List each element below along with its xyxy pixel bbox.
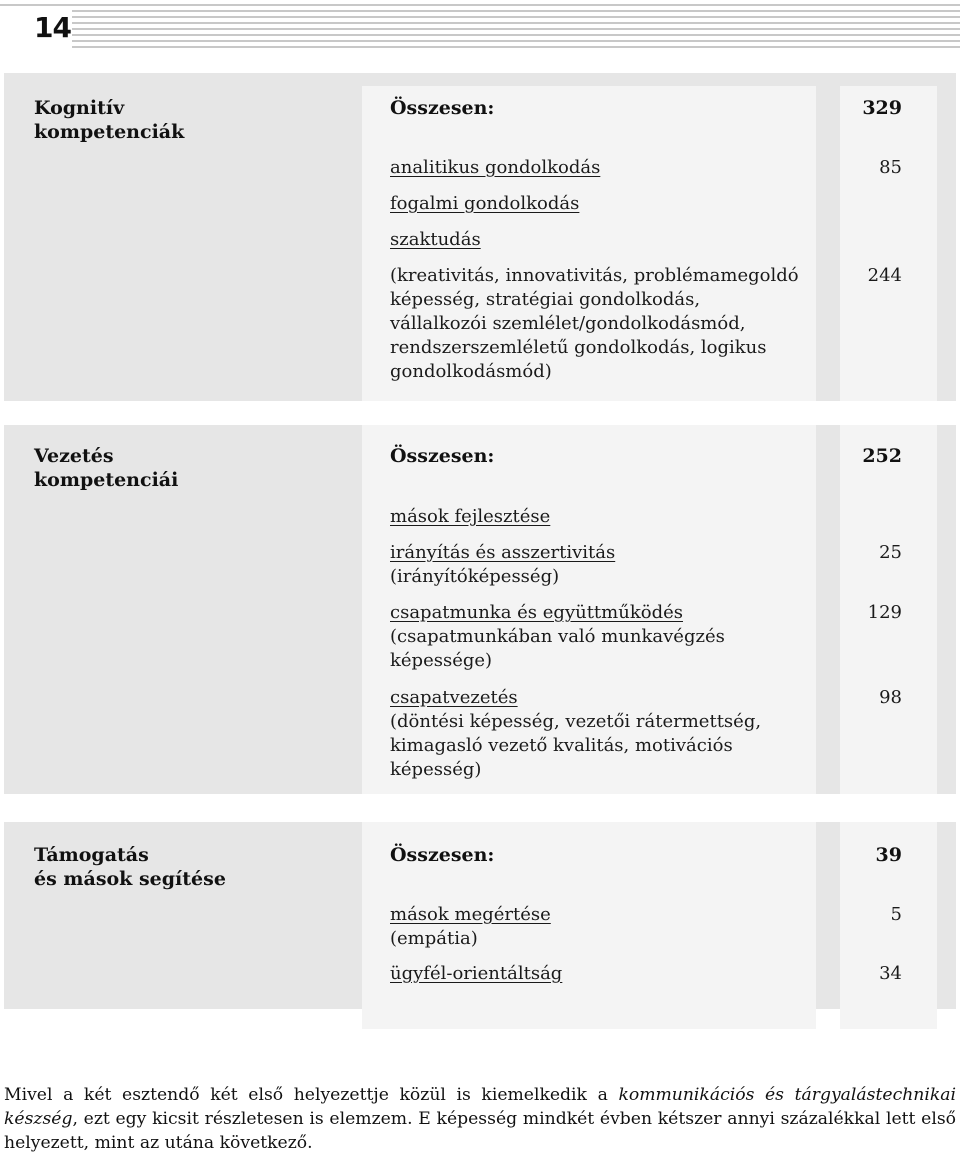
competency-item bbox=[390, 192, 810, 216]
page-number: 14 bbox=[0, 6, 72, 50]
competency-value: 129 bbox=[867, 602, 902, 623]
competency-item bbox=[390, 903, 810, 951]
total-label: Összesen: bbox=[390, 445, 495, 467]
total-label: Összesen: bbox=[390, 844, 495, 866]
paragraph-text: Mivel a két esztendő két első helyezettje közül is kiemelkedik a bbox=[4, 1085, 619, 1105]
total-value: 39 bbox=[875, 844, 902, 866]
competency-detail: (döntési képesség, vezetői rátermettség, kimagasló vezető kvalitás, motivációs képesség) bbox=[390, 711, 762, 780]
total-value: 252 bbox=[862, 445, 902, 467]
competency-title: csapatmunka és együttműködés bbox=[390, 602, 683, 623]
competency-item bbox=[390, 264, 800, 384]
competency-title: ügyfél-orientáltság bbox=[390, 963, 563, 984]
competency-item bbox=[390, 156, 810, 180]
competency-item bbox=[390, 962, 810, 986]
competency-item bbox=[390, 228, 810, 252]
competency-title: mások fejlesztése bbox=[390, 506, 551, 527]
competency-value: 244 bbox=[867, 265, 902, 286]
total-value: 329 bbox=[862, 97, 902, 119]
paragraph-emphasis: kommunikációs és tárgyalástechnikai készség bbox=[4, 1085, 956, 1129]
competency-title: szaktudás bbox=[390, 229, 481, 250]
competency-detail: (csapatmunkában való munkavégzés képessége) bbox=[390, 626, 725, 671]
paragraph-text: , ezt egy kicsit részletesen is elemzem. E képesség mindkét évben kétszer annyi százalékkal lett első helyezett, mint az utána következő. bbox=[4, 1109, 956, 1153]
competency-title: csapatvezetés bbox=[390, 687, 518, 708]
competency-title: analitikus gondolkodás bbox=[390, 157, 601, 178]
competency-item bbox=[390, 601, 750, 673]
category-heading: Támogatás és mások segítése bbox=[34, 844, 226, 890]
competency-item bbox=[390, 541, 810, 589]
competency-value: 34 bbox=[879, 963, 902, 984]
values-column-cognitive bbox=[840, 86, 937, 401]
competency-detail: (empátia) bbox=[390, 928, 478, 949]
competency-title: fogalmi gondolkodás bbox=[390, 193, 580, 214]
competency-item bbox=[390, 505, 810, 529]
competency-value: 5 bbox=[890, 904, 902, 925]
competency-value: 85 bbox=[879, 157, 902, 178]
competency-detail: (kreativitás, innovativitás, problémamegoldó képesség, stratégiai gondolkodás, vállalkozói szemlélet/gondolkodásmód, rendszerszemléletű gondolkodás, logikus gondolkodásmód) bbox=[390, 265, 799, 382]
total-label: Összesen: bbox=[390, 97, 495, 119]
competency-title: mások megértése bbox=[390, 904, 551, 925]
competency-item bbox=[390, 686, 790, 782]
body-paragraph bbox=[4, 1083, 956, 1155]
header-rule-lines bbox=[0, 0, 960, 52]
category-heading: Kognitív kompetenciák bbox=[34, 97, 185, 143]
competency-value: 98 bbox=[879, 687, 902, 708]
competency-detail: (irányítóképesség) bbox=[390, 566, 560, 587]
category-heading: Vezetés kompetenciái bbox=[34, 445, 179, 491]
competency-value: 25 bbox=[879, 542, 902, 563]
competency-title: irányítás és asszertivitás bbox=[390, 542, 616, 563]
